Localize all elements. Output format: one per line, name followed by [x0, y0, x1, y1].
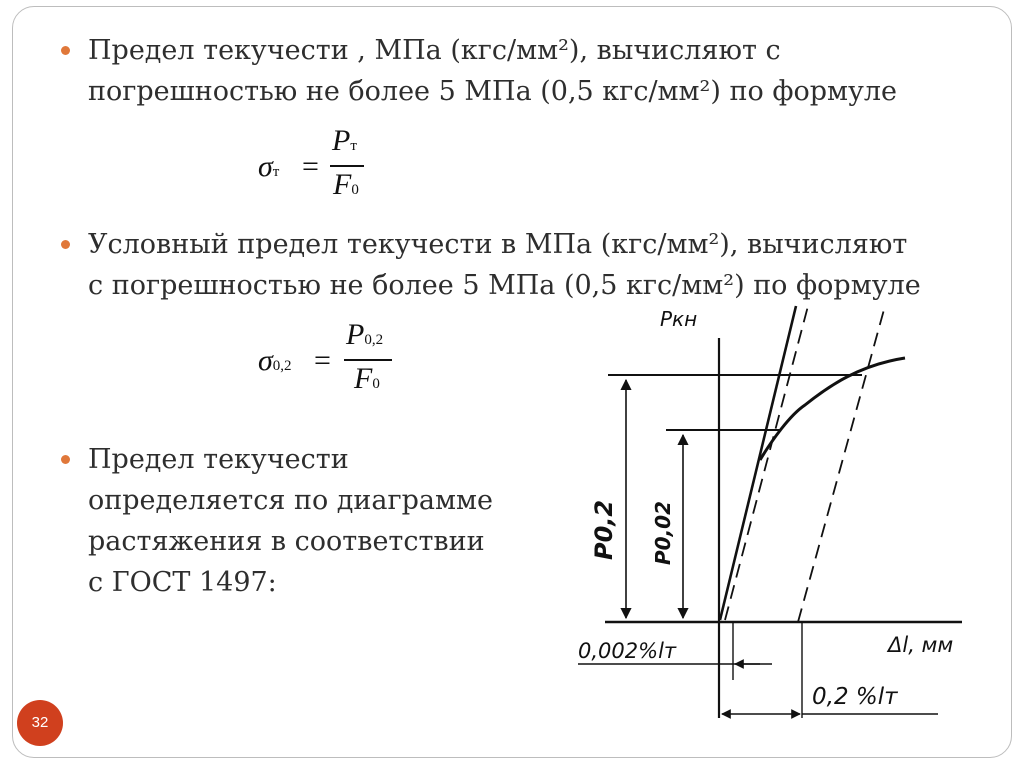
bullet-1-line-2: погрешностью не более 5 МПа (0,5 кгс/мм²) по формуле	[88, 76, 898, 107]
formula-1-den-sub: 0	[351, 182, 359, 198]
bullet-1-line-1: Предел текучести , МПа (кгс/мм²), вычисляют с	[88, 35, 781, 66]
formula-2-den: F	[354, 362, 373, 395]
formula-1-lhs-sub: т	[272, 164, 280, 180]
formula-2-num: P	[346, 318, 365, 351]
large-offset-label: 0,2 %lт	[812, 684, 898, 710]
formula-2-lhs: σ	[258, 344, 273, 377]
y-axis-label: Pкн	[660, 307, 698, 331]
formula-1-num: P	[332, 124, 351, 157]
bullet-3-line-3: растяжения в соответствии	[88, 526, 485, 557]
bullet-3-line-1: Предел текучести	[88, 444, 349, 475]
bullet-2-line-2: с погрешностью не более 5 МПа (0,5 кгс/мм²) по формуле	[88, 270, 921, 301]
page-number-badge: 32	[17, 700, 63, 746]
formula-2-den-sub: 0	[372, 376, 380, 392]
offset-line-small	[725, 306, 808, 620]
formula-1-eq: =	[302, 150, 319, 183]
formula-1-den: F	[333, 168, 352, 201]
formula-2-lhs-sub: 0,2	[272, 358, 292, 374]
x-axis-label: Δl, мм	[888, 633, 954, 657]
formula-1-num-sub: т	[350, 138, 357, 154]
p02-label: P0,2	[590, 499, 618, 560]
elastic-line	[720, 306, 796, 620]
bullet-3-line-4: с ГОСТ 1497:	[88, 567, 277, 598]
bullet-3-line-2: определяется по диаграмме	[88, 485, 494, 516]
formula-1-lhs: σ	[258, 150, 273, 183]
offset-line-large	[798, 306, 885, 622]
formula-2-eq: =	[314, 344, 331, 377]
small-offset-label: 0,002%lт	[578, 639, 677, 663]
stress-strain-curve	[760, 358, 905, 460]
formula-2-num-sub: 0,2	[364, 332, 384, 348]
p002-label: P0,02	[651, 500, 675, 565]
bullet-2-line-1: Условный предел текучести в МПа (кгс/мм²), вычисляют	[88, 229, 908, 260]
